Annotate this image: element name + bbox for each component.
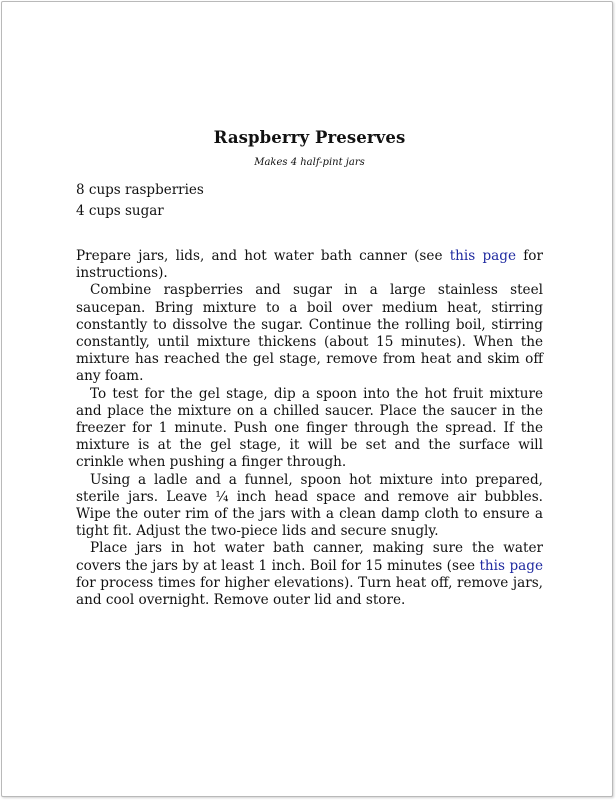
instruction-text: for process times for higher elevations). Turn heat off, remove jars, and cool overnight. Remove outer lid and store. [76, 574, 543, 609]
instruction-text: Place jars in hot water bath canner, making sure the water covers the jars by at least 1 inch. Boil for 15 minutes (see [76, 540, 543, 574]
ingredient-list [76, 180, 543, 221]
instruction-paragraph: Using a ladle and a funnel, spoon hot mixture into prepared, sterile jars. Leave ¼ inch head space and remove air bubbles. Wipe the outer rim of the jars with a clean damp cloth to ensure a tight fit. Adjust the two-piece lids and secure snugly. [76, 471, 543, 540]
instruction-paragraph [76, 540, 543, 609]
instruction-paragraph [76, 248, 543, 282]
instruction-paragraph: Combine raspberries and sugar in a large stainless steel saucepan. Bring mixture to a boil over medium heat, stirring constantly to dissolve the sugar. Continue the rolling boil, stirring constantly, until mixture thickens (about 15 minutes). When the mixture has reached the gel stage, remove from heat and skim off any foam. [76, 282, 543, 385]
instruction-paragraph: To test for the gel stage, dip a spoon into the hot fruit mixture and place the mixture on a chilled saucer. Place the saucer in the freezer for 1 minute. Push one finger through the spread. If the mixture is at the gel stage, it will be set and the surface will crinkle when pushing a finger through. [76, 385, 543, 471]
ingredient-item: 4 cups sugar [76, 202, 164, 219]
process-times-page-link[interactable]: this page [479, 557, 543, 574]
instruction-text: Prepare jars, lids, and hot water bath canner (see [76, 248, 450, 264]
document-page [1, 1, 613, 797]
instructions-page-link[interactable]: this page [449, 248, 517, 264]
recipe-title: Raspberry Preserves [213, 128, 406, 147]
recipe-yield: Makes 4 half-pint jars [254, 157, 365, 168]
ingredient-item: 8 cups raspberries [76, 182, 204, 198]
instruction-text: for instructions). [76, 248, 543, 282]
instructions [76, 248, 543, 609]
recipe-content [76, 126, 543, 609]
